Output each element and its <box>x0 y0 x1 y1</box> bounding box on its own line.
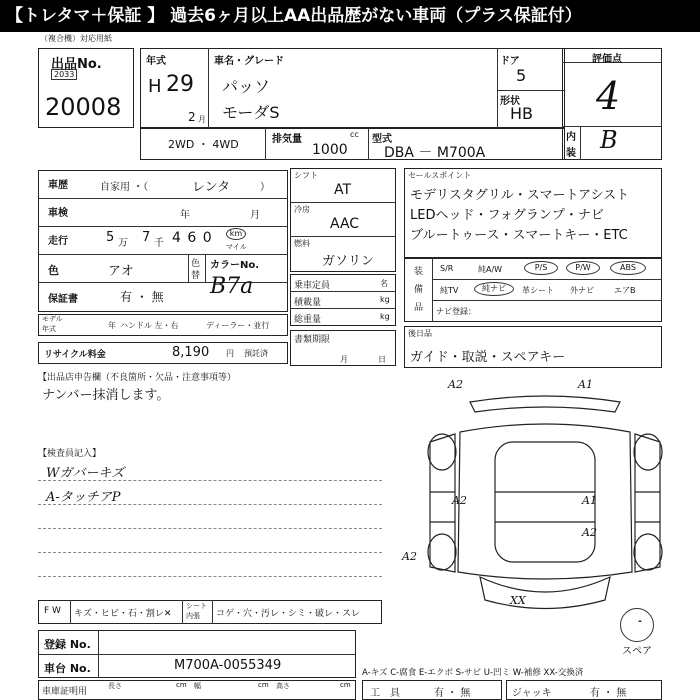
inspection-year-unit: 年 <box>180 210 190 221</box>
doc-period-day: 日 <box>378 355 386 364</box>
interior-label-1: 内 <box>566 132 576 143</box>
lot-number-box <box>38 48 134 128</box>
garage-height-unit: cm <box>340 681 351 689</box>
shift-label: シフト <box>294 171 318 180</box>
year-era: H <box>148 76 162 97</box>
diagram-right-side <box>635 434 660 572</box>
drive-value: 2WD ・ 4WD <box>168 138 239 151</box>
lot-number-sub: 2033 <box>51 69 77 80</box>
shape-label: 形状 <box>500 96 520 107</box>
damage-mark-right-door: A1 <box>582 494 597 507</box>
equip-pw: P/W <box>566 261 600 275</box>
recycle-value: 8,190 <box>172 345 210 360</box>
exhibitor-value: ナンバー抹消します。 <box>42 388 170 403</box>
model-year-label-2: 年式 <box>42 325 56 333</box>
jack-label: ジャッキ <box>512 688 552 699</box>
damage-mark-left-front: A2 <box>402 550 417 563</box>
page-banner: 【トレタマ＋保証 】 過去6ヶ月以上AA出品歴がない車両（プラス保証付） <box>0 0 700 32</box>
doc-period-month: 月 <box>340 355 348 364</box>
equip-ps: P/S <box>524 261 558 275</box>
interior-label-2: 装 <box>566 148 576 159</box>
recycle-note: 預託済 <box>244 349 268 358</box>
color-value: アオ <box>108 264 134 279</box>
after-sale-value: ガイド・取説・スペアキー <box>410 350 566 365</box>
fuel-label: 燃料 <box>294 239 310 248</box>
damage-mark-front: XX <box>510 594 526 607</box>
capacity-unit: 名 <box>380 279 388 288</box>
inspection-label: 車検 <box>48 208 68 219</box>
spare-tire-icon <box>620 608 654 642</box>
year-month-unit: 月 <box>198 115 206 124</box>
equip-leather: 革シート <box>522 286 554 295</box>
history-close: ） <box>260 182 270 193</box>
sales-point-label: セールスポイント <box>408 171 472 180</box>
displacement-value: 1000 <box>312 142 348 158</box>
sales-point-line-3: ブルートゥース・スマートキー・ETC <box>410 228 628 243</box>
tools-label: 工 具 <box>370 688 400 699</box>
model-year-label-1: モデル <box>42 315 63 323</box>
model-name: パッソ <box>222 77 271 96</box>
mileage-sen-unit: 千 <box>154 238 164 249</box>
inspector-note-1: Wガバーキズ <box>46 466 125 481</box>
warranty-label: 保証書 <box>48 294 78 305</box>
damage-mark-right-rear-door: A2 <box>582 526 597 539</box>
garage-width-unit: cm <box>258 681 269 689</box>
mileage-man-unit: 万 <box>118 238 128 249</box>
model-grade: モーダS <box>222 103 280 122</box>
fw-label: F W <box>44 606 61 616</box>
sales-point-line-1: モデリスタグリル・スマートアシスト <box>410 188 630 203</box>
weight-unit: kg <box>380 312 390 321</box>
damage-legend: A-キズ C-腐食 E-エクボ S-サビ U-凹ミ W-補修 XX-交換済 <box>362 668 584 678</box>
year-month: 2 <box>188 110 196 124</box>
year-label: 年式 <box>146 56 166 67</box>
damage-mark-left-door: A2 <box>452 494 467 507</box>
recycle-label: リサイクル料金 <box>44 350 106 360</box>
mileage-km-circle: km <box>226 228 246 240</box>
type-value: DBA － M700A <box>384 145 486 161</box>
chassis-label: 車台 No. <box>44 662 91 675</box>
lot-number-value: 20008 <box>45 93 122 121</box>
model-label: 車名・グレード <box>214 56 284 67</box>
damage-mark-rear-left: A2 <box>448 378 463 391</box>
fw-seat-text: コゲ・穴・汚レ・シミ・破レ・スレ <box>216 609 361 619</box>
shape-value: HB <box>510 104 534 123</box>
garage-width: 幅 <box>194 682 201 690</box>
chassis-value: M700A-0055349 <box>174 658 282 673</box>
recycle-unit: 円 <box>226 349 234 358</box>
tools-value: 有 ・ 無 <box>434 688 471 699</box>
garage-label: 車庫証明用 <box>42 687 88 697</box>
displacement-label: 排気量 <box>272 134 302 145</box>
equip-ext-navi: 外ナビ <box>570 286 594 295</box>
equip-navi: 純ナビ <box>474 282 514 296</box>
score-label: 評価点 <box>592 54 622 65</box>
equip-navi-reg: ナビ登録： <box>436 307 476 316</box>
exhibitor-label: 【出品店申告欄（不良箇所・欠品・注意事項等） <box>38 373 237 383</box>
history-label: 車歴 <box>48 180 68 191</box>
shift-value: AT <box>334 182 352 198</box>
fuel-value: ガソリン <box>322 254 375 269</box>
equipment-label-3: 品 <box>414 303 424 313</box>
equipment-label-1: 装 <box>414 267 424 277</box>
fw-text: キズ・ヒビ・石・割レ✕ <box>74 609 172 619</box>
registration-label: 登録 No. <box>44 638 91 651</box>
equip-alloy: 純A/W <box>478 265 503 274</box>
score-value: 4 <box>596 74 621 118</box>
year-value: 29 <box>166 72 194 97</box>
type-label: 型式 <box>372 134 392 145</box>
fw-seat-label-2: 内張 <box>186 612 200 620</box>
diagram-body <box>458 424 632 579</box>
jack-value: 有 ・ 無 <box>590 688 627 699</box>
mileage-man: 5 <box>106 230 115 245</box>
history-value: レンタ <box>192 180 231 195</box>
color-change-label-2: 替 <box>191 271 201 281</box>
diagram-spoiler <box>470 396 620 412</box>
color-label: 色 <box>48 264 59 277</box>
equip-tv: 純TV <box>440 286 459 295</box>
mileage-mile: マイル <box>226 243 247 251</box>
equip-sr: S/R <box>440 264 454 273</box>
doc-period-label: 書類期限 <box>294 335 331 345</box>
inspection-month-unit: 月 <box>250 210 260 221</box>
mileage-rest: 4 6 0 <box>172 230 213 246</box>
car-damage-diagram <box>400 372 690 622</box>
sales-point-line-2: LEDヘッド・フォグランプ・ナビ <box>410 208 604 223</box>
equip-abs: ABS <box>610 261 646 275</box>
lot-number-label: 出品No. <box>51 57 102 72</box>
fw-seat-label-1: シート <box>186 602 207 610</box>
interior-value: B <box>600 126 618 154</box>
form-type-label: （複合機）対応用紙 <box>40 34 112 43</box>
history-options: 自家用 ・（ <box>100 182 149 193</box>
garage-length: 長さ <box>108 682 122 690</box>
inspector-label: 【検査員記入】 <box>38 449 102 459</box>
after-sale-label: 後日品 <box>408 329 432 338</box>
model-year-dealer: ディーラー・並行 <box>206 321 270 330</box>
diagram-roof <box>495 442 595 562</box>
warranty-value: 有 ・ 無 <box>120 290 164 304</box>
capacity-label: 乗車定員 <box>294 281 331 291</box>
color-no-label: カラーNo. <box>210 260 260 271</box>
load-unit: kg <box>380 295 390 304</box>
diagram-front <box>480 577 610 609</box>
inspector-note-2: A-タッチアP <box>46 490 121 505</box>
equip-airbag: エアB <box>614 286 636 295</box>
color-no-value: B7a <box>210 274 254 299</box>
model-year-handle: ハンドル 左・右 <box>120 321 179 330</box>
equipment-label-2: 備 <box>414 285 424 295</box>
ac-value: AAC <box>330 216 360 232</box>
spare-label: スペア <box>622 646 652 657</box>
weight-label: 総重量 <box>294 315 322 325</box>
load-label: 積載量 <box>294 298 322 308</box>
color-change-label-1: 色 <box>191 259 201 269</box>
doors-label: ドア <box>500 56 520 67</box>
garage-height: 高さ <box>276 682 290 690</box>
mileage-sen: 7 <box>142 230 151 245</box>
damage-mark-rear-right: A1 <box>578 378 593 391</box>
garage-length-unit: cm <box>176 681 187 689</box>
displacement-unit: cc <box>350 130 359 139</box>
mileage-label: 走行 <box>48 236 68 247</box>
ac-label: 冷房 <box>294 205 310 214</box>
model-year-year: 年 <box>108 321 116 330</box>
doors-value: 5 <box>516 66 527 85</box>
